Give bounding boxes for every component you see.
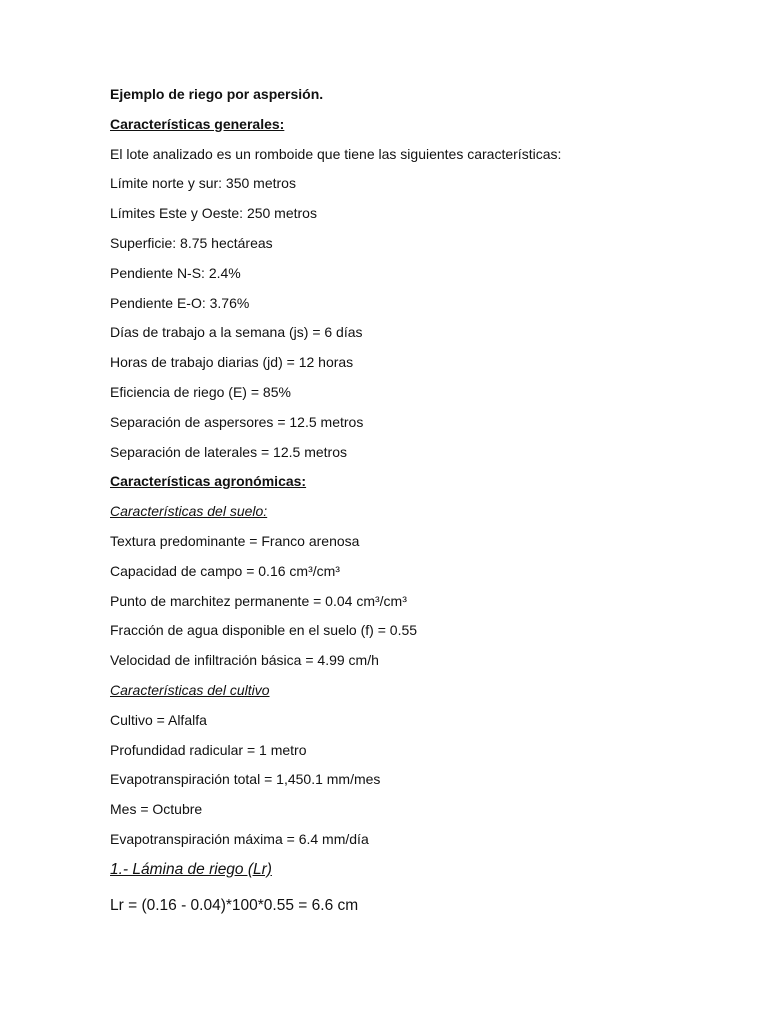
- general-line: Días de trabajo a la semana (js) = 6 días: [110, 324, 363, 341]
- document-title: Ejemplo de riego por aspersión.: [110, 86, 324, 102]
- general-line: Separación de laterales = 12.5 metros: [110, 443, 347, 460]
- soil-line: Fracción de agua disponible en el suelo (f) = 0.55: [110, 622, 418, 639]
- general-line: Límites Este y Oeste: 250 metros: [110, 205, 317, 222]
- soil-line: Velocidad de infiltración básica = 4.99 cm/h: [110, 652, 379, 669]
- crop-heading: Características del cultivo: [110, 681, 270, 698]
- general-line: Separación de aspersores = 12.5 metros: [110, 413, 364, 430]
- section-1-formula: Lr = (0.16 - 0.04)*100*0.55 = 6.6 cm: [110, 896, 359, 914]
- general-line: Horas de trabajo diarias (jd) = 12 horas: [110, 354, 354, 371]
- document-page: [110, 84, 730, 924]
- crop-line: Profundidad radicular = 1 metro: [110, 741, 307, 758]
- general-line: Pendiente E-O: 3.76%: [110, 294, 250, 311]
- crop-line: Evapotranspiración máxima = 6.4 mm/día: [110, 830, 369, 847]
- crop-line: Mes = Octubre: [110, 801, 203, 818]
- general-line: Eficiencia de riego (E) = 85%: [110, 383, 291, 400]
- soil-line: Capacidad de campo = 0.16 cm³/cm³: [110, 562, 340, 579]
- general-line: Límite norte y sur: 350 metros: [110, 175, 296, 192]
- soil-heading: Características del suelo:: [110, 503, 268, 520]
- crop-line: Evapotranspiración total = 1,450.1 mm/mes: [110, 771, 381, 788]
- general-line: Superficie: 8.75 hectáreas: [110, 234, 273, 251]
- general-line: Pendiente N-S: 2.4%: [110, 264, 241, 281]
- general-heading: Características generales:: [110, 115, 285, 132]
- soil-line: Punto de marchitez permanente = 0.04 cm³/cm³: [110, 592, 407, 609]
- crop-line: Cultivo = Alfalfa: [110, 711, 207, 728]
- soil-line: Textura predominante = Franco arenosa: [110, 532, 360, 549]
- section-1-heading: 1.- Lámina de riego (Lr): [110, 860, 272, 878]
- agronomic-heading: Características agronómicas:: [110, 473, 307, 490]
- general-line: El lote analizado es un romboide que tiene las siguientes características:: [110, 145, 562, 162]
